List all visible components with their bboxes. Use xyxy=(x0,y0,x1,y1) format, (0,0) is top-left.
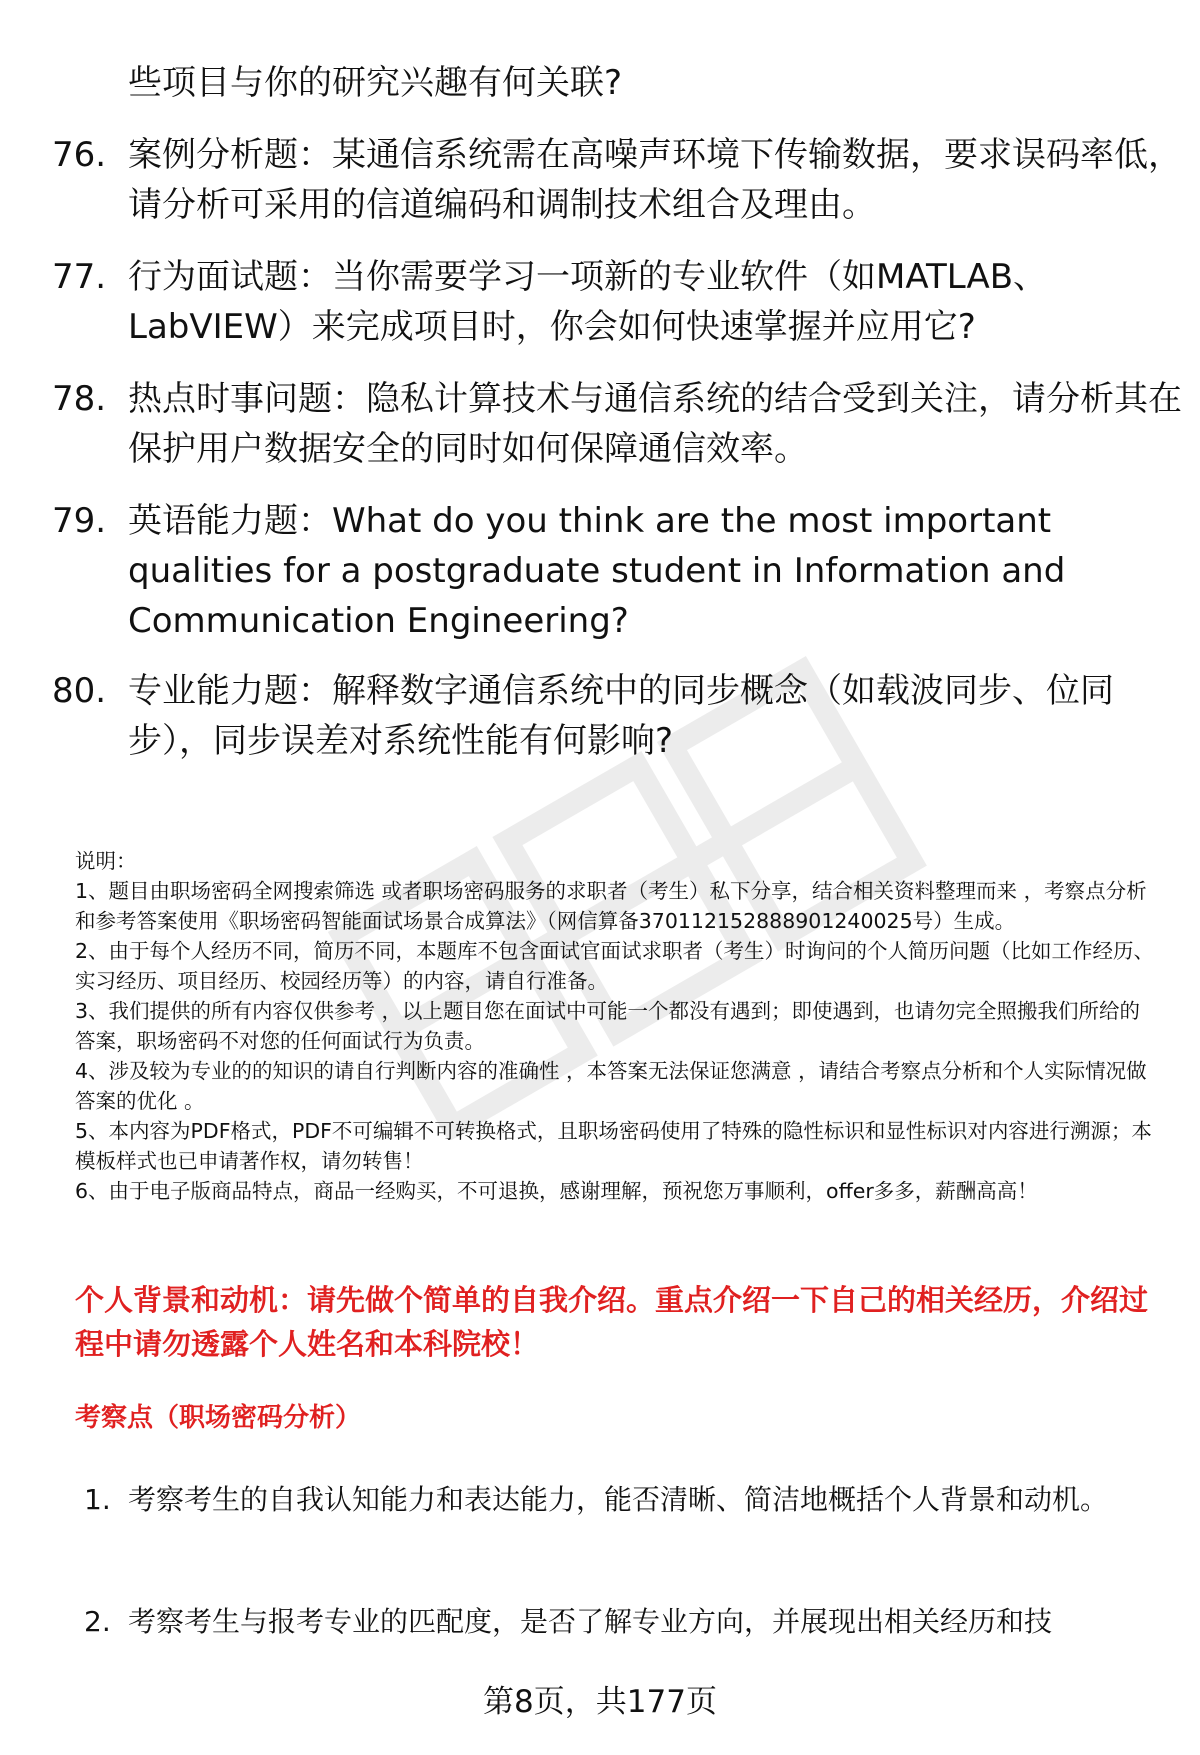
question-text: 案例分析题：某通信系统需在高噪声环境下传输数据，要求误码率低，请分析可采用的信道编码和调制技术组合及理由。 xyxy=(128,135,1182,225)
question-number: 76. xyxy=(52,135,107,175)
question-continuation: 些项目与你的研究兴趣有何关联? xyxy=(128,63,623,103)
note-item: 3、我们提供的所有内容仅供参考 ，以上题目您在面试中可能一个都没有遇到；即使遇到，也请勿完全照搬我们所给的答案，职场密码不对您的任何面试行为负责。 xyxy=(75,999,1141,1053)
analysis-point-text: 考察考生的自我认知能力和表达能力，能否清晰、简洁地概括个人背景和动机。 xyxy=(128,1483,1109,1516)
note-item: 1、题目由职场密码全网搜索筛选 或者职场密码服务的求职者（考生）私下分享，结合相关资料整理而来 ，考察点分析和参考答案使用《职场密码智能面试场景合成算法》（网信算备370112152888901240025号）生成。 xyxy=(75,879,1147,933)
question-number: 79. xyxy=(52,501,107,541)
note-item: 4、涉及较为专业的的知识的请自行判断内容的准确性 ，本答案无法保证您满意 ，请结合考察点分析和个人实际情况做答案的优化 。 xyxy=(75,1059,1147,1113)
analysis-point-number: 2. xyxy=(84,1605,111,1638)
note-item: 5、本内容为PDF格式，PDF不可编辑不可转换格式，且职场密码使用了特殊的隐性标识和显性标识对内容进行溯源；本模板样式也已申请著作权，请勿转售！ xyxy=(75,1119,1152,1173)
question-number: 77. xyxy=(52,257,107,297)
analysis-point-text: 考察考生与报考专业的匹配度，是否了解专业方向，并展现出相关经历和技 xyxy=(128,1605,1053,1638)
question-text: 行为面试题：当你需要学习一项新的专业软件（如MATLAB、LabVIEW）来完成项目时，你会如何快速掌握并应用它? xyxy=(128,257,1048,347)
notes-section xyxy=(75,846,1155,1206)
personal-background-question: 个人背景和动机：请先做个简单的自我介绍。重点介绍一下自己的相关经历，介绍过程中请勿透露个人姓名和本科院校！ xyxy=(75,1283,1149,1361)
note-item: 2、由于每个人经历不同，简历不同，本题库不包含面试官面试求职者（考生）时询问的个人简历问题（比如工作经历、实习经历、项目经历、校园经历等）的内容，请自行准备。 xyxy=(75,939,1155,993)
question-number: 78. xyxy=(52,379,107,419)
note-item: 6、由于电子版商品特点，商品一经购买，不可退换，感谢理解，预祝您万事顺利，offer多多，薪酬高高！ xyxy=(75,1179,1038,1203)
notes-title: 说明： xyxy=(75,849,137,873)
page-footer: 第8页，共177页 xyxy=(483,1684,717,1720)
analysis-title: 考察点（职场密码分析） xyxy=(75,1403,362,1433)
question-text: 英语能力题：What do you think are the most important qualities for a postgraduate student in Information and Communication Engineering? xyxy=(128,501,1066,641)
analysis-point-number: 1. xyxy=(84,1483,111,1516)
question-text: 专业能力题：解释数字通信系统中的同步概念（如载波同步、位同步），同步误差对系统性能有何影响? xyxy=(128,671,1114,761)
question-number: 80. xyxy=(52,671,107,711)
question-text: 热点时事问题：隐私计算技术与通信系统的结合受到关注，请分析其在保护用户数据安全的同时如何保障通信效率。 xyxy=(128,379,1182,469)
